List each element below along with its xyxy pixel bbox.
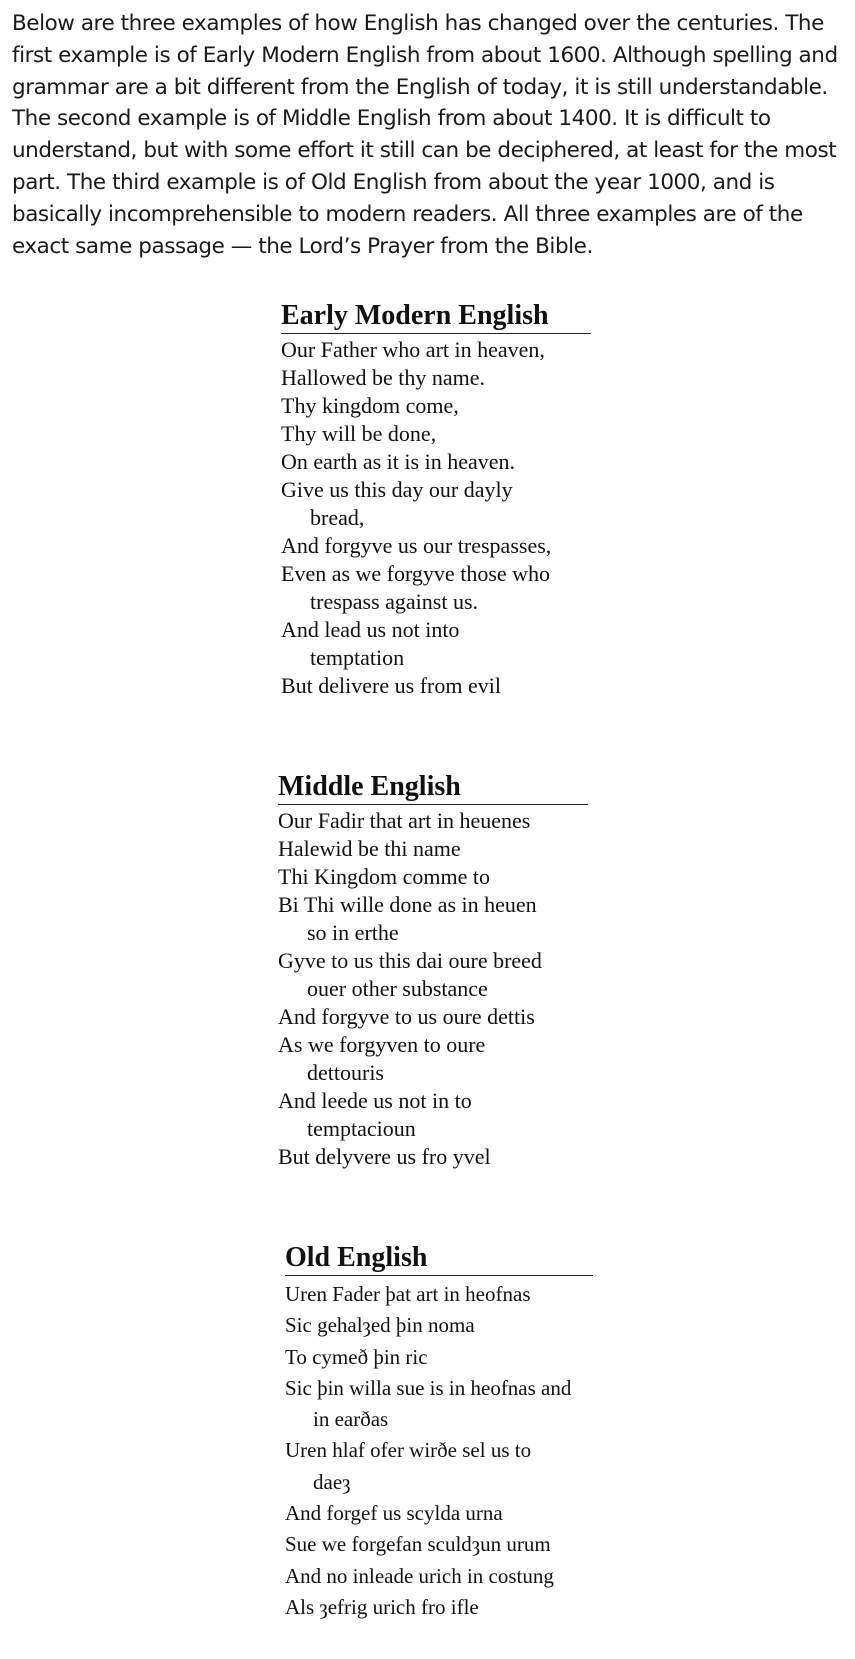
prayer-line: Even as we forgyve those who trespass against us. xyxy=(281,561,551,614)
prayer-lines xyxy=(281,336,591,700)
section-title: Early Modern English xyxy=(281,299,591,334)
prayer-line: And no inleade urich in costung xyxy=(285,1563,554,1588)
prayer-line: Thi Kingdom comme to xyxy=(278,864,491,889)
prayer-line: And forgyve us our trespasses, xyxy=(281,533,552,558)
section-title: Old English xyxy=(285,1241,593,1276)
prayer-line: As we forgyven to oure dettouris xyxy=(278,1032,486,1085)
prayer-line: But delivere us from evil xyxy=(281,673,501,698)
prayer-line: And forgyve to us oure dettis xyxy=(278,1004,535,1029)
prayer-line: Sue we forgefan sculdȝun urum xyxy=(285,1532,551,1557)
prayer-line: Uren hlaf ofer wirðe sel us to daeȝ xyxy=(285,1438,532,1494)
prayer-line: Sic þin willa sue is in heofnas and in earðas xyxy=(285,1375,572,1432)
prayer-line: On earth as it is in heaven. xyxy=(281,449,515,474)
old-english-section xyxy=(285,1241,593,1623)
prayer-line: Sic gehalȝed þin noma xyxy=(285,1313,475,1338)
prayer-line: Als ȝefrig urich fro ifle xyxy=(285,1594,479,1619)
prayer-line: Bi Thi wille done as in heuen so in erthe xyxy=(278,892,537,945)
prayer-line: And forgef us scylda urna xyxy=(285,1501,503,1526)
prayer-line: Our Fadir that art in heuenes xyxy=(278,808,531,833)
prayer-line: Halewid be thi name xyxy=(278,836,461,861)
middle-english-section xyxy=(278,770,588,1171)
prayer-line: Give us this day our dayly bread, xyxy=(281,477,513,530)
prayer-line: And leede us not in to temptacioun xyxy=(278,1088,472,1141)
prayer-line: But delyvere us fro yvel xyxy=(278,1144,491,1169)
prayer-line: Thy kingdom come, xyxy=(281,393,459,418)
prayer-line: Thy will be done, xyxy=(281,421,437,446)
section-title: Middle English xyxy=(278,770,588,805)
prayer-lines xyxy=(278,807,588,1171)
intro-paragraph: Below are three examples of how English has changed over the centuries. The first example is of Early Modern English from about 1600. Although spelling and grammar are a bit different from the English of today, it is still understandable. The second example is of Middle English from about 1400. It is difficult to understand, but with some effort it still can be deciphered, at least for the most part. The third example is of Old English from about the year 1000, and is basically incomprehensible to modern readers. All three examples are of the exact same passage — the Lord’s Prayer from the Bible. xyxy=(12,11,838,259)
prayer-line: Uren Fader þat art in heofnas xyxy=(285,1282,531,1306)
prayer-line: Our Father who art in heaven, xyxy=(281,337,545,362)
prayer-line: To cymeð þin ric xyxy=(285,1344,428,1369)
prayer-line: And lead us not into temptation xyxy=(281,617,460,670)
prayer-line: Hallowed be thy name. xyxy=(281,365,486,390)
early-modern-english-section xyxy=(281,299,591,700)
prayer-lines xyxy=(285,1279,593,1623)
prayer-line: Gyve to us this dai oure breed ouer other substance xyxy=(278,948,542,1001)
